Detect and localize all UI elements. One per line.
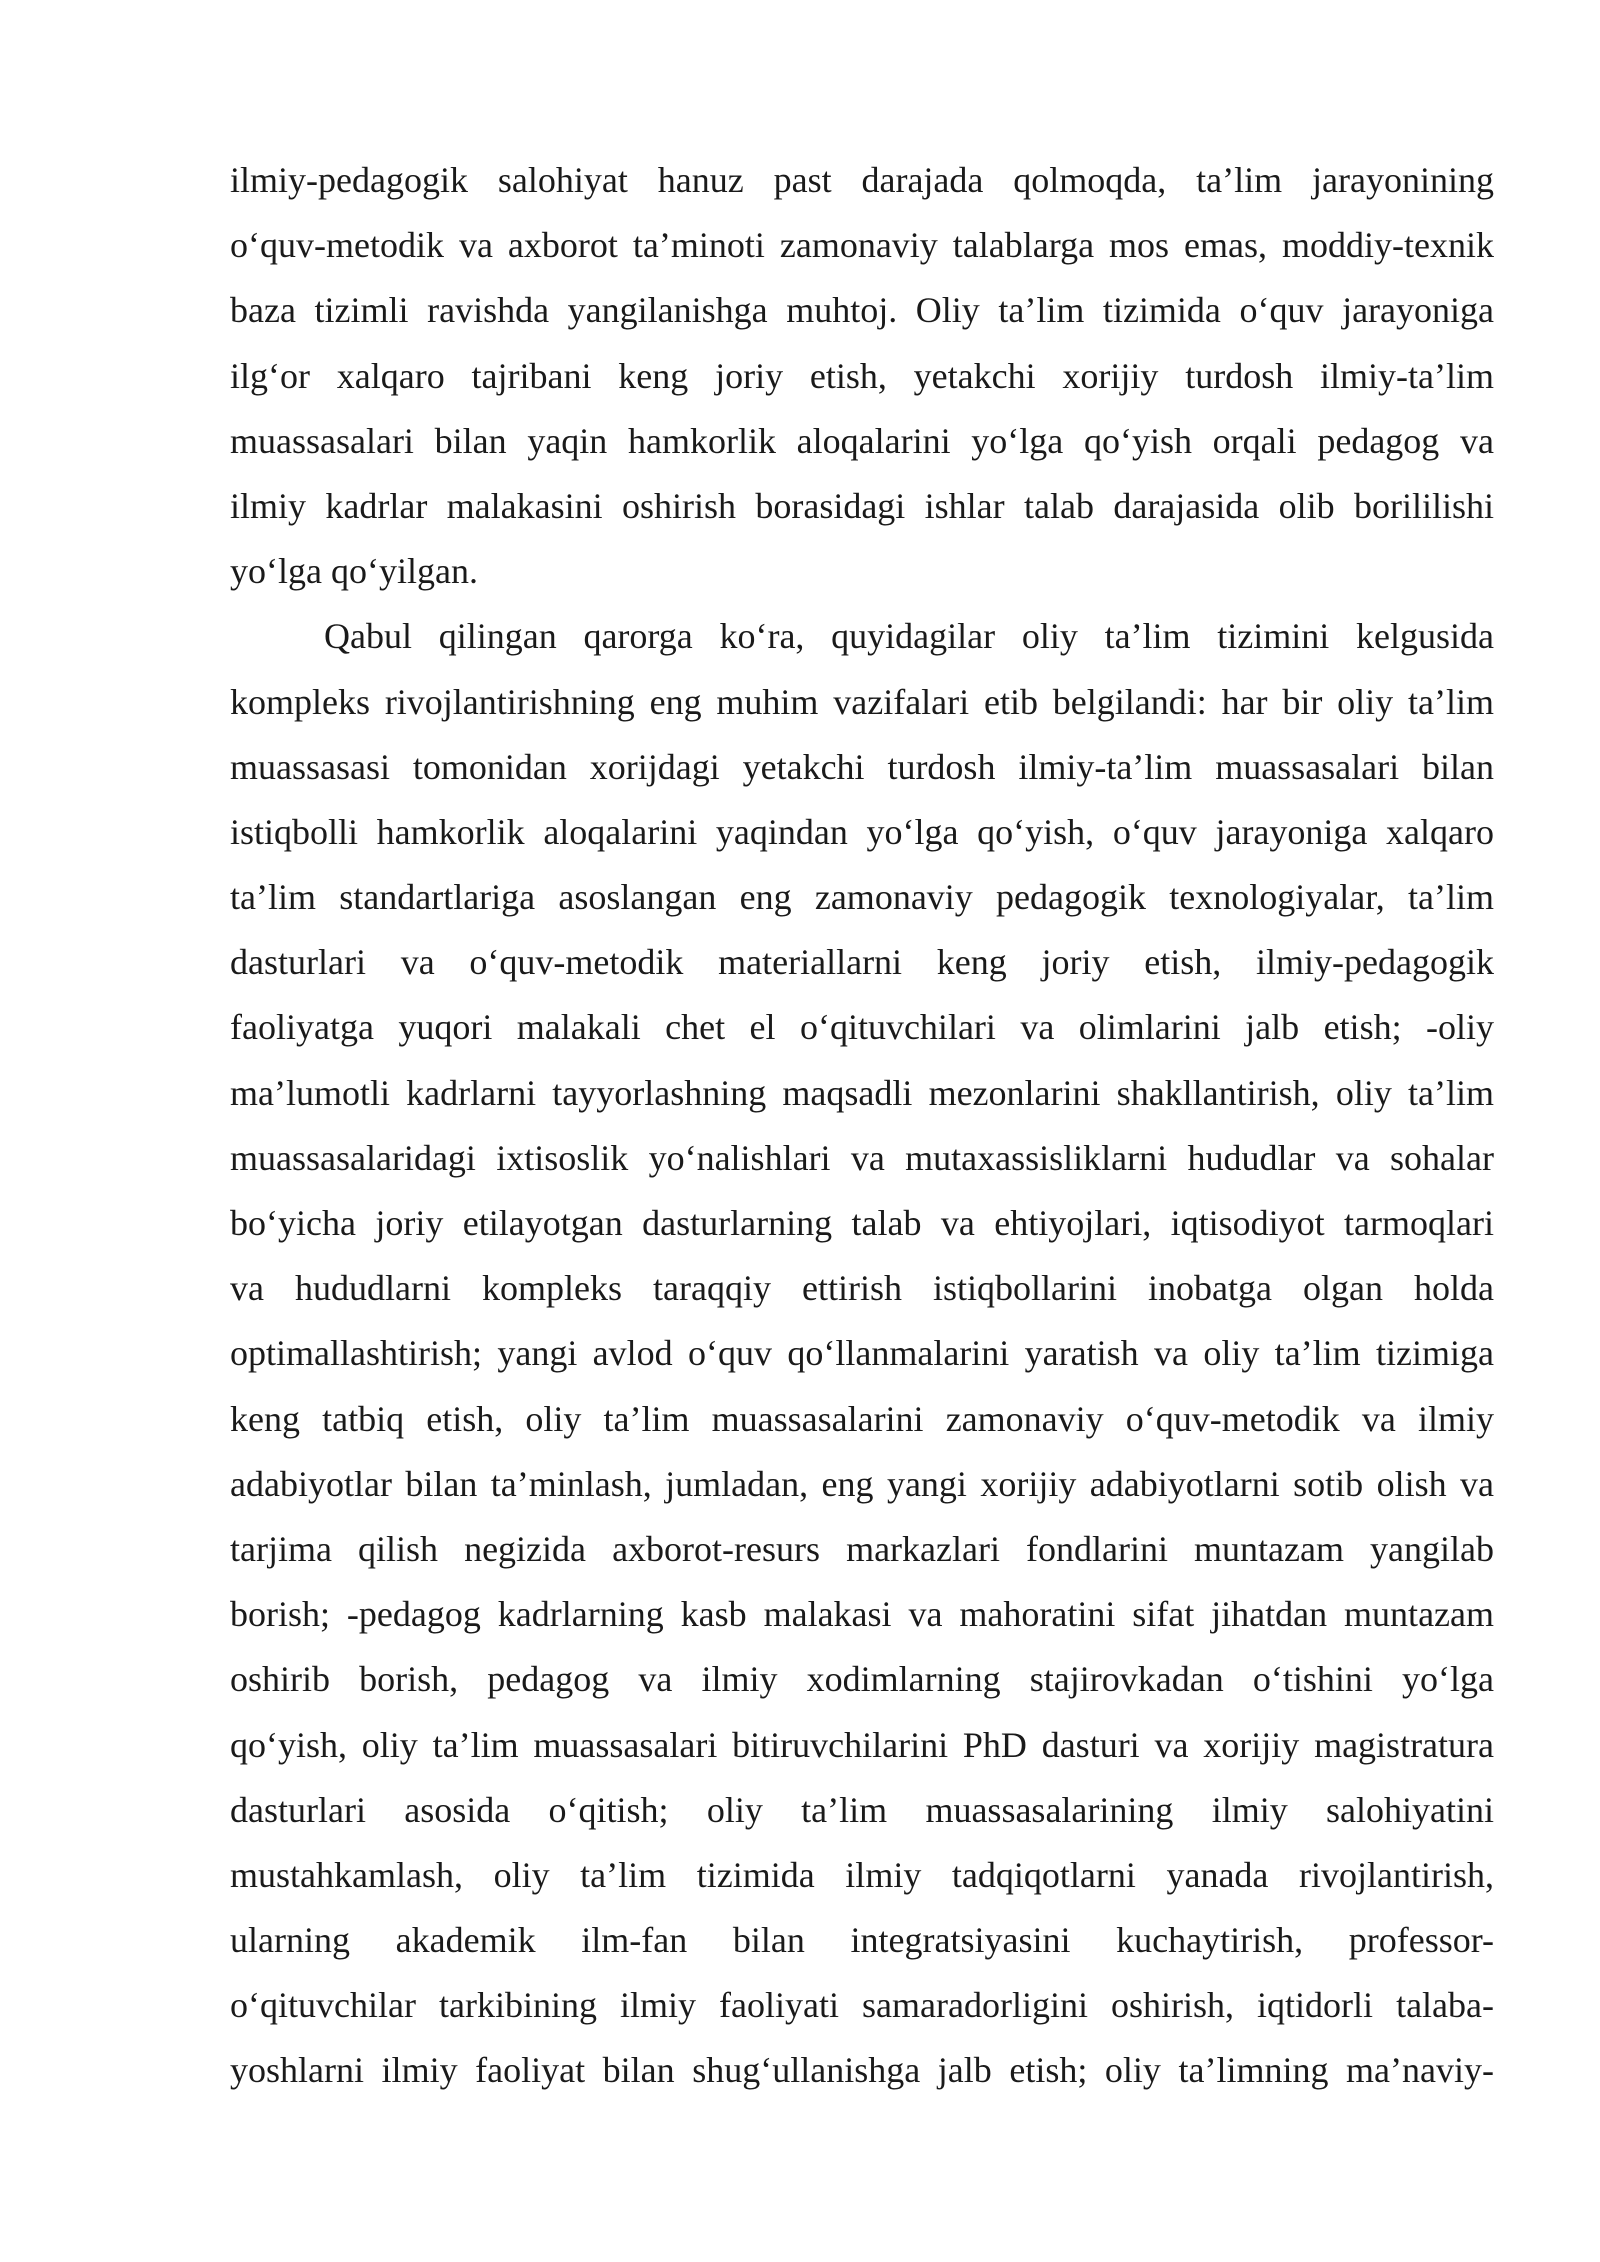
text-line: ma’lumotli kadrlarni tayyorlashning maqsadli mezonlarini shakllantirish, oliy ta’lim	[230, 1072, 1494, 1113]
text-line: qo‘yish, oliy ta’lim muassasalari bitiruvchilarini PhD dasturi va xorijiy magistratura	[230, 1724, 1494, 1765]
text-line: keng tatbiq etish, oliy ta’lim muassasalarini zamonaviy o‘quv-metodik va ilmiy	[230, 1398, 1494, 1439]
text-line: mustahkamlash, oliy ta’lim tizimida ilmiy tadqiqotlarni yanada rivojlantirish,	[230, 1854, 1494, 1895]
text-line: ta’lim standartlariga asoslangan eng zamonaviy pedagogik texnologiyalar, ta’lim	[230, 877, 1494, 918]
text-line: tarjima qilish negizida axborot-resurs markazlari fondlarini muntazam yangilab	[230, 1528, 1494, 1569]
text-line: istiqbolli hamkorlik aloqalarini yaqindan yo‘lga qo‘yish, o‘quv jarayoniga xalqaro	[230, 811, 1494, 852]
text-line: muassasalaridagi ixtisoslik yo‘nalishlari va mutaxassisliklarni hududlar va sohalar	[230, 1137, 1494, 1178]
text-line: oshirib borish, pedagog va ilmiy xodimlarning stajirovkadan o‘tishini yo‘lga	[230, 1659, 1494, 1700]
body-text	[230, 148, 1494, 2104]
text-line: o‘quv-metodik va axborot ta’minoti zamonaviy talablarga mos emas, moddiy-texnik	[230, 225, 1494, 266]
text-line: optimallashtirish; yangi avlod o‘quv qo‘llanmalarini yaratish va oliy ta’lim tizimiga	[230, 1333, 1494, 1374]
text-line: borish; -pedagog kadrlarning kasb malakasi va mahoratini sifat jihatdan muntazam	[230, 1594, 1494, 1635]
text-line: ilmiy kadrlar malakasini oshirish borasidagi ishlar talab darajasida olib borililishi	[230, 485, 1494, 526]
text-line: Qabul qilingan qarorga ko‘ra, quyidagilar oliy ta’lim tizimini kelgusida	[324, 616, 1494, 657]
text-line: muassasalari bilan yaqin hamkorlik aloqalarini yo‘lga qo‘yish orqali pedagog va	[230, 420, 1494, 461]
text-line: ilg‘or xalqaro tajribani keng joriy etish, yetakchi xorijiy turdosh ilmiy-ta’lim	[230, 355, 1494, 396]
text-line: faoliyatga yuqori malakali chet el o‘qituvchilari va olimlarini jalb etish; -oliy	[230, 1007, 1494, 1048]
text-line: o‘qituvchilar tarkibining ilmiy faoliyati samaradorligini oshirish, iqtidorli talaba-	[230, 1985, 1494, 2026]
text-line: ilmiy-pedagogik salohiyat hanuz past darajada qolmoqda, ta’lim jarayonining	[230, 160, 1494, 200]
text-line: dasturlari va o‘quv-metodik materiallarni keng joriy etish, ilmiy-pedagogik	[230, 942, 1494, 983]
paragraph-2	[230, 604, 1494, 2103]
text-line: va hududlarni kompleks taraqqiy ettirish istiqbollarini inobatga olgan holda	[230, 1268, 1494, 1309]
text-line: ularning akademik ilm-fan bilan integratsiyasini kuchaytirish, professor-	[230, 1920, 1494, 1961]
text-line: bo‘yicha joriy etilayotgan dasturlarning talab va ehtiyojlari, iqtisodiyot tarmoqlari	[230, 1203, 1494, 1243]
text-line: yoshlarni ilmiy faoliyat bilan shug‘ullanishga jalb etish; oliy ta’limning ma’naviy-	[230, 2050, 1494, 2091]
paragraph-1	[230, 148, 1494, 604]
text-line: baza tizimli ravishda yangilanishga muhtoj. Oliy ta’lim tizimida o‘quv jarayoniga	[230, 290, 1494, 331]
text-line: dasturlari asosida o‘qitish; oliy ta’lim muassasalarining ilmiy salohiyatini	[230, 1789, 1494, 1830]
text-line: muassasasi tomonidan xorijdagi yetakchi turdosh ilmiy-ta’lim muassasalari bilan	[230, 746, 1494, 787]
text-line: yo‘lga qo‘yilgan.	[230, 551, 478, 592]
text-line: kompleks rivojlantirishning eng muhim vazifalari etib belgilandi: har bir oliy ta’lim	[230, 681, 1494, 722]
text-line: adabiyotlar bilan ta’minlash, jumladan, eng yangi xorijiy adabiyotlarni sotib olish va	[230, 1463, 1494, 1504]
